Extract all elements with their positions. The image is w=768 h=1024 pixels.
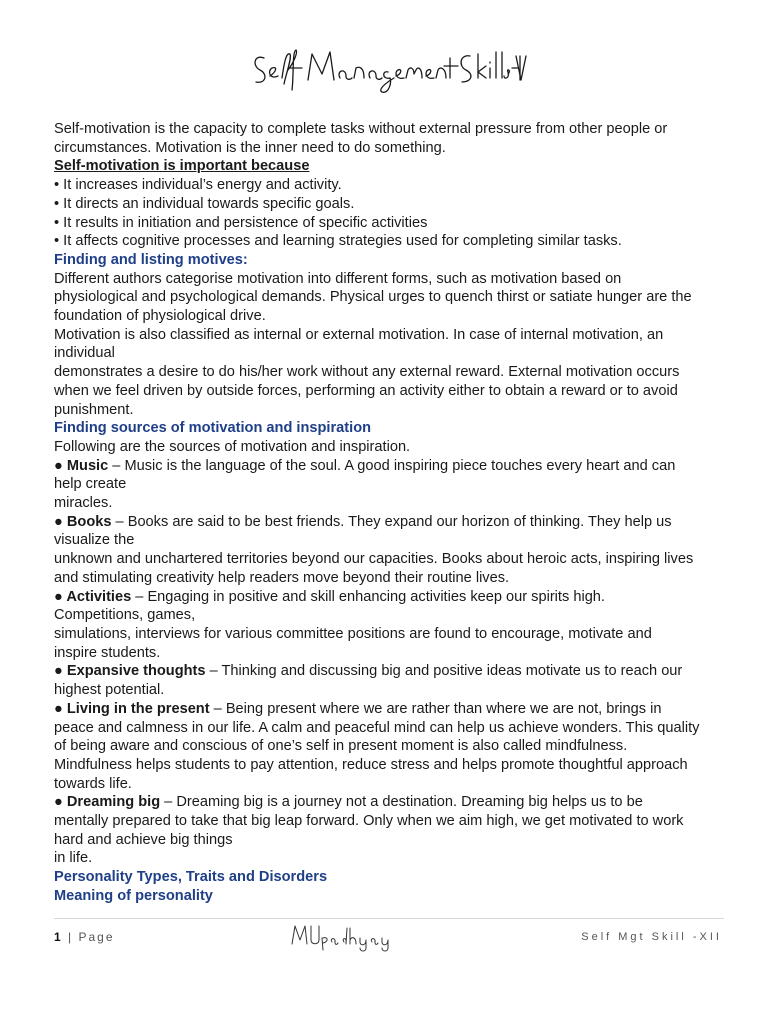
paragraph-line: mentally prepared to take that big leap forward. Only when we aim high, we get motivated to work bbox=[54, 813, 684, 830]
source-music bbox=[54, 457, 718, 476]
paragraph-line: unknown and unchartered territories beyond our capacities. Books about heroic acts, inspiring lives bbox=[54, 551, 694, 568]
paragraph-line: punishment. bbox=[54, 401, 134, 418]
paragraph-line: Motivation is also classified as internal or external motivation. In case of internal motivation, an bbox=[54, 326, 664, 343]
paragraph-line: help create bbox=[54, 476, 127, 493]
term-text: – Engaging in positive and skill enhancing activities keep our spirits high. bbox=[131, 588, 605, 605]
bullet-item: • It directs an individual towards specific goals. bbox=[54, 195, 355, 212]
signature-image bbox=[288, 918, 408, 954]
personality-heading: Personality Types, Traits and Disorders bbox=[54, 869, 328, 886]
term-label: ● Living in the present bbox=[54, 700, 210, 717]
paragraph-line: peace and calmness in our life. A calm and peaceful mind can help us achieve wonders. This quality bbox=[54, 719, 700, 736]
term-text: – Thinking and discussing big and positive ideas motivate us to reach our bbox=[205, 663, 683, 680]
source-expansive-thoughts bbox=[54, 662, 718, 681]
paragraph-line: hard and achieve big things bbox=[54, 831, 233, 848]
paragraph-line: foundation of physiological drive. bbox=[54, 308, 266, 325]
bullet-item: • It increases individual’s energy and activity. bbox=[54, 177, 342, 194]
term-label: ● Music bbox=[54, 457, 109, 474]
paragraph-line: highest potential. bbox=[54, 682, 165, 699]
paragraph-line: inspire students. bbox=[54, 644, 161, 661]
term-label: ● Expansive thoughts bbox=[54, 663, 206, 680]
footer-course-label: Self Mgt Skill -XII bbox=[581, 931, 722, 943]
source-books bbox=[54, 513, 718, 532]
paragraph-line: towards life. bbox=[54, 775, 132, 792]
paragraph-line: visualize the bbox=[54, 532, 135, 549]
paragraph-line: when we feel driven by outside forces, performing an activity either to obtain a reward or to avoid bbox=[54, 382, 678, 399]
term-text: – Being present where we are rather than where we are not, brings in bbox=[209, 700, 662, 717]
sources-intro: Following are the sources of motivation and inspiration. bbox=[54, 438, 411, 455]
paragraph-line: of being aware and conscious of one’s self in present moment is also called mindfulness. bbox=[54, 738, 628, 755]
term-text: – Books are said to be best friends. They expand our horizon of thinking. They help us bbox=[111, 513, 672, 530]
sources-heading: Finding sources of motivation and inspiration bbox=[54, 420, 372, 437]
term-text: – Music is the language of the soul. A good inspiring piece touches every heart and can bbox=[108, 457, 676, 474]
paragraph-line: in life. bbox=[54, 850, 93, 867]
meaning-heading: Meaning of personality bbox=[54, 887, 213, 904]
paragraph-line: miracles. bbox=[54, 495, 113, 512]
important-heading: Self-motivation is important because bbox=[54, 158, 310, 175]
paragraph-line: and stimulating creativity help readers move beyond their routine lives. bbox=[54, 569, 510, 586]
bullet-item: • It results in initiation and persistence of specific activities bbox=[54, 214, 428, 231]
handwritten-title bbox=[250, 44, 530, 96]
paragraph-line: physiological and psychological demands. Physical urges to quench thirst or satiate hunger are the bbox=[54, 289, 692, 306]
paragraph-line: simulations, interviews for various committee positions are found to encourage, motivate and bbox=[54, 625, 652, 642]
paragraph-line: Mindfulness helps students to pay attention, reduce stress and helps promote thoughtful approach bbox=[54, 756, 688, 773]
source-living-present bbox=[54, 700, 718, 719]
page-number-value: 1 bbox=[54, 930, 63, 944]
term-label: ● Books bbox=[54, 513, 112, 530]
motives-heading: Finding and listing motives: bbox=[54, 251, 248, 268]
bullet-item: • It affects cognitive processes and learning strategies used for completing similar tasks. bbox=[54, 233, 622, 250]
intro-line: Self-motivation is the capacity to complete tasks without external pressure from other people or bbox=[54, 121, 668, 137]
source-dreaming-big bbox=[54, 793, 718, 812]
source-activities bbox=[54, 588, 718, 607]
paragraph-line: demonstrates a desire to do his/her work without any external reward. External motivation occurs bbox=[54, 364, 680, 381]
term-label: ● Dreaming big bbox=[54, 794, 161, 811]
paragraph-line: individual bbox=[54, 345, 115, 362]
intro-line: circumstances. Motivation is the inner need to do something. bbox=[54, 139, 446, 156]
term-text: – Dreaming big is a journey not a destination. Dreaming big helps us to be bbox=[160, 794, 643, 811]
page-label: | Page bbox=[62, 930, 115, 944]
term-label: ● Activities bbox=[54, 588, 132, 605]
paragraph-line: Competitions, games, bbox=[54, 607, 196, 624]
page-number bbox=[54, 930, 115, 944]
document-body bbox=[54, 120, 718, 906]
paragraph-line: Different authors categorise motivation into different forms, such as motivation based on bbox=[54, 270, 622, 287]
